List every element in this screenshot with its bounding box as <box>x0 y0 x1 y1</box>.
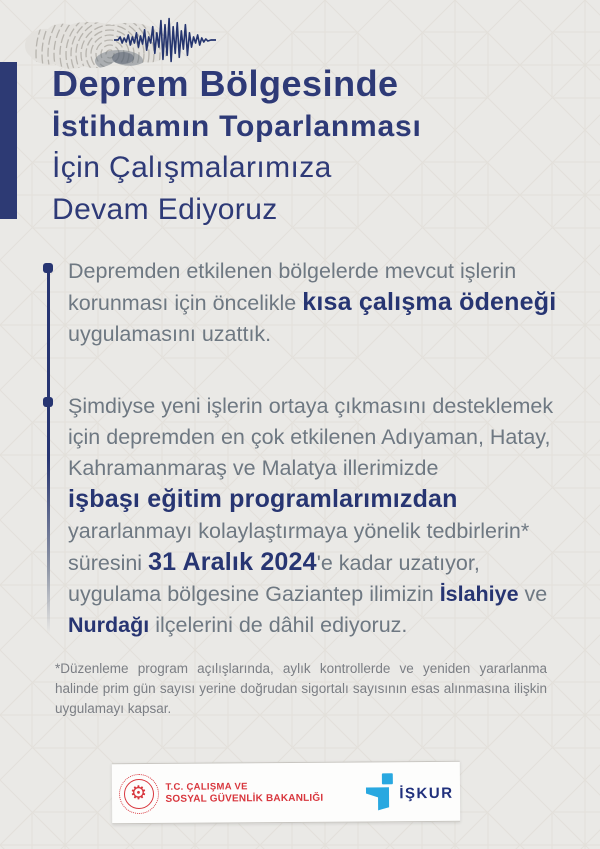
title-line: İstihdamın Toparlanması <box>52 110 422 143</box>
bullet-dot <box>43 397 53 407</box>
bullet-item-on-the-job-training: Şimdiyse yeni işlerin ortaya çıkmasını desteklemek için depremden en çok etkilenen Adıyaman, Hatay, Kahramanmaraş ve Malatya illerimizde işbaşı eğitim programlarımızdan yararlanmayı kolaylaştırmaya yönelik tedbirlerin* süresini 31 Aralık 2024'e kadar uzatıyor, uygulama bölgesine Gaziantep ilimizin İslahiye ve Nurdağı ilçelerini de dâhil ediyoruz. <box>68 394 554 637</box>
ministry-emblem-icon <box>118 773 158 813</box>
gear-icon: ⚙ <box>123 778 153 808</box>
bullet-item-short-work-allowance: Depremden etkilenen bölgelerde mevcut işlerin korunması için öncelikle kısa çalışma ödeneği uygulamasını uzattık. <box>68 259 557 346</box>
title-line: Deprem Bölgesinde <box>52 63 399 104</box>
ministry-name <box>165 780 323 805</box>
ministry-name-line2: SOSYAL GÜVENLİK BAKANLIĞI <box>165 792 324 805</box>
iskur-i-mark-icon <box>365 772 393 812</box>
bullet-dot <box>43 263 53 273</box>
title-line: Devam Ediyoruz <box>52 193 278 226</box>
accent-bar <box>0 62 17 219</box>
timeline-line <box>47 268 50 634</box>
title-line: İçin Çalışmalarımıza <box>52 151 332 184</box>
footer-ribbon <box>112 761 460 824</box>
iskur-label: İŞKUR <box>399 784 454 802</box>
ministry-name-line1: T.C. ÇALIŞMA VE <box>165 780 248 793</box>
footnote: *Düzenleme program açılışlarında, aylık kontrollerde ve yeniden yararlanma halinde prim gün sayısı yerine doğrudan sigortalı sayısının esas alınmasına ilişkin uygulamayı kapsar. <box>55 661 547 716</box>
page-title <box>52 62 572 231</box>
ministry-logo <box>118 772 323 813</box>
iskur-logo <box>365 771 453 812</box>
seismograph-icon <box>114 14 216 66</box>
